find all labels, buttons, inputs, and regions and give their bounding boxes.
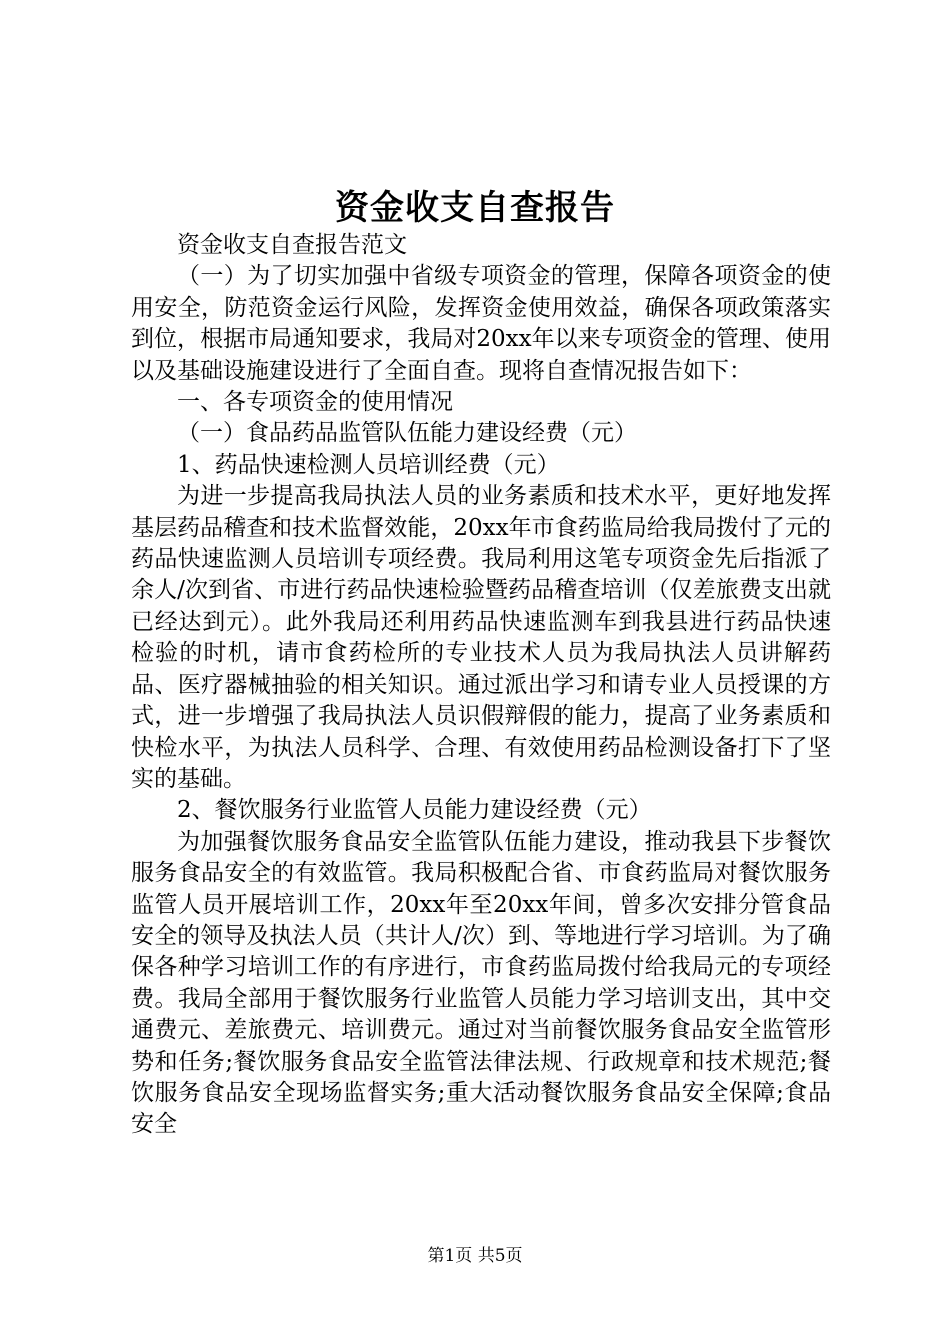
paragraph-item-1: 为进一步提高我局执法人员的业务素质和技术水平，更好地发挥基层药品稽查和技术监督效能，20xx年市食药监局给我局拨付了元的药品快速监测人员培训专项经费。我局利用这笔专项资金先后指派了余人/次到省、市进行药品快速检验暨药品稽查培训（仅差旅费支出就已经达到元）。此外我局还利用药品快速监测车到我县进行药品快速检验的时机，请市食药检所的专业技术人员为我局执法人员讲解药品、医疗器械抽验的相关知识。通过派出学习和请专业人员授课的方式，进一步增强了我局执法人员识假辩假的能力，提高了业务素质和快检水平，为执法人员科学、合理、有效使用药品检测设备打下了坚实的基础。 <box>131 483 831 792</box>
paragraph-intro: （一）为了切实加强中省级专项资金的管理，保障各项资金的使用安全，防范资金运行风险，发挥资金使用效益，确保各项政策落实到位，根据市局通知要求，我局对20xx年以来专项资金的管理、使用以及基础设施建设进行了全面自查。现将自查情况报告如下： <box>131 263 831 384</box>
heading-section-1: 一、各专项资金的使用情况 <box>177 389 453 416</box>
heading-subsection-1: （一）食品药品监管队伍能力建设经费（元） <box>177 420 637 447</box>
paragraph-item-2: 为加强餐饮服务食品安全监管队伍能力建设，推动我县下步餐饮服务食品安全的有效监管。我局积极配合省、市食药监局对餐饮服务监管人员开展培训工作，20xx年至20xx年间，曾多次安排分管食品安全的领导及执法人员（共计人/次）到、等地进行学习培训。为了确保各种学习培训工作的有序进行，市食药监局拨付给我局元的专项经费。我局全部用于餐饮服务行业监管人员能力学习培训支出，其中交通费元、差旅费元、培训费元。通过对当前餐饮服务食品安全监管形势和任务;餐饮服务食品安全监管法律法规、行政规章和技术规范;餐饮服务食品安全现场监督实务;重大活动餐饮服务食品安全保障;食品安全 <box>131 828 831 1138</box>
paragraph-subtitle: 资金收支自查报告范文 <box>177 232 407 258</box>
document-title: 资金收支自查报告 <box>335 188 615 228</box>
page-number-footer: 第1页 共5页 <box>427 1246 523 1266</box>
document-body <box>131 230 831 1141</box>
heading-item-1: 1、药品快速检测人员培训经费（元） <box>177 451 560 478</box>
heading-item-2: 2、餐饮服务行业监管人员能力建设经费（元） <box>177 797 652 824</box>
